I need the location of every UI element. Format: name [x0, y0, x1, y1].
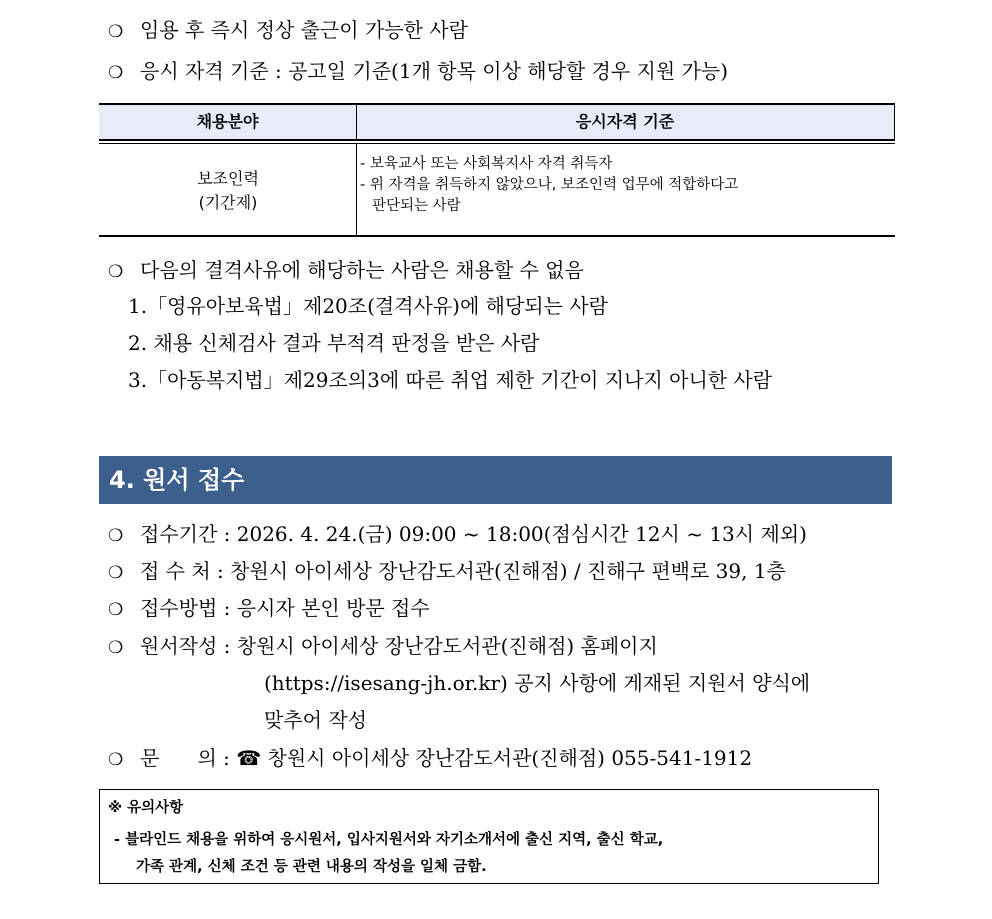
- circle-bullet-icon: ❍: [108, 750, 124, 770]
- circle-bullet-icon: ❍: [108, 22, 124, 42]
- criteria-item: - 위 자격을 취득하지 않았으나, 보조인력 업무에 적합하다고: [360, 177, 739, 193]
- header-qualification-criteria: 응시자격 기준: [575, 112, 675, 131]
- header-recruit-field: 채용분야: [99, 105, 357, 139]
- circle-bullet-icon: ❍: [108, 638, 124, 658]
- form-value: 창원시 아이세상 장난감도서관(진해점) 홈페이지: [236, 634, 658, 658]
- place-label: 접 수 처 :: [140, 559, 224, 583]
- method-label: 접수방법 :: [140, 596, 231, 620]
- disqualify-item-3: 3.「아동복지법」제29조의3에 따른 취업 제한 기간이 지나지 아니한 사람: [128, 368, 773, 392]
- bullet-text: 다음의 결격사유에 해당하는 사람은 채용할 수 없음: [140, 258, 584, 282]
- circle-bullet-icon: ❍: [108, 63, 124, 83]
- application-form-line: [108, 632, 658, 662]
- table-header-row: [99, 103, 895, 141]
- inquiry-label: 문 의 :: [140, 746, 230, 770]
- inquiry-value: 창원시 아이세상 장난감도서관(진해점) 055-541-1912: [267, 746, 753, 770]
- form-label: 원서작성 :: [140, 634, 231, 658]
- application-place-line: [108, 557, 786, 587]
- cell-criteria: [360, 154, 890, 217]
- form-value-line-2: (https://isesang-jh.or.kr) 공지 사항에 게재된 지원서 양식에: [264, 671, 811, 695]
- application-period-line: [108, 520, 807, 550]
- bullet-line-qualification: [108, 57, 728, 87]
- inquiry-line: [108, 744, 752, 774]
- notice-box: [99, 789, 879, 884]
- notice-line-2: 가족 관계, 신체 조건 등 관련 내용의 작성을 일체 금함.: [136, 859, 487, 875]
- disqualify-item-1: 1.「영유아보육법」제20조(결격사유)에 해당되는 사람: [128, 294, 608, 318]
- criteria-item-continuation: 판단되는 사람: [372, 198, 461, 214]
- field-type: (기간제): [198, 193, 258, 212]
- circle-bullet-icon: ❍: [108, 600, 124, 620]
- circle-bullet-icon: ❍: [108, 262, 124, 282]
- place-value: 창원시 아이세상 장난감도서관(진해점) / 진해구 편백로 39, 1층: [230, 559, 786, 583]
- field-name: 보조인력: [197, 169, 259, 188]
- section-header: [99, 456, 892, 504]
- table-row: [99, 143, 895, 237]
- method-value: 응시자 본인 방문 접수: [236, 596, 430, 620]
- notice-title: ※ 유의사항: [108, 800, 184, 816]
- period-label: 접수기간 :: [140, 522, 231, 546]
- phone-icon: ☎: [236, 746, 262, 770]
- bullet-text: 응시 자격 기준 : 공고일 기준(1개 항목 이상 해당할 경우 지원 가능): [140, 59, 728, 83]
- notice-line-1: - 블라인드 채용을 위하여 응시원서, 입사지원서와 자기소개서에 출신 지역, 출신 학교,: [114, 832, 664, 848]
- form-value-line-3: 맞추어 작성: [264, 708, 367, 732]
- circle-bullet-icon: ❍: [108, 563, 124, 583]
- bullet-line-immediate-start: [108, 16, 468, 46]
- qualification-table: [99, 103, 895, 237]
- bullet-line-disqualification: [108, 256, 584, 286]
- section-title: 4. 원서 접수: [109, 466, 245, 494]
- disqualify-item-2: 2. 채용 신체검사 결과 부적격 판정을 받은 사람: [128, 331, 540, 355]
- cell-recruit-field: [99, 144, 357, 236]
- application-method-line: [108, 594, 430, 624]
- period-value: 2026. 4. 24.(금) 09:00 ~ 18:00(점심시간 12시 ~ 13시 제외): [236, 522, 807, 546]
- circle-bullet-icon: ❍: [108, 526, 124, 546]
- criteria-item: - 보육교사 또는 사회복지사 자격 취득자: [360, 156, 613, 172]
- bullet-text: 임용 후 즉시 정상 출근이 가능한 사람: [140, 18, 468, 42]
